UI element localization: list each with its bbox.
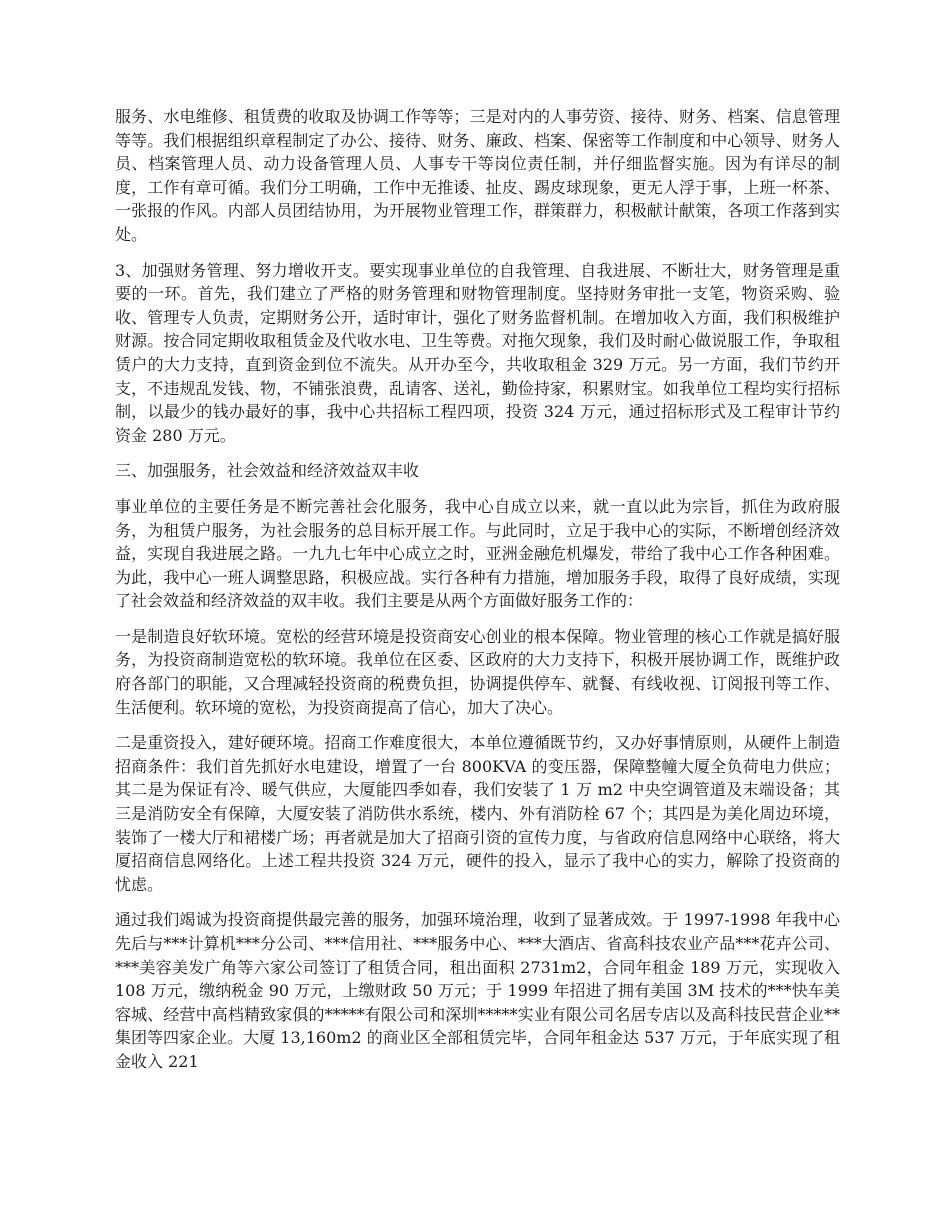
paragraph-service-mission: 事业单位的主要任务是不断完善社会化服务，我中心自成立以来，就一直以此为宗旨，抓住为政府服务，为租赁户服务，为社会服务的总目标开展工作。与此同时，立足于我中心的实际，不断增创经济效益，实现自我进展之路。一九九七年中心成立之时，亚洲金融危机爆发，带给了我中心工作各种困难。为此，我中心一班人调整思路，积极应战。实行各种有力措施，增加服务手段，取得了良好成绩，实现了社会效益和经济效益的双丰收。我们主要是从两个方面做好服务工作的：: [115, 496, 840, 611]
paragraph-financial-management: 3、加强财务管理、努力增收开支。要实现事业单位的自我管理、自我进展、不断壮大，财务管理是重要的一环。首先，我们建立了严格的财务管理和财物管理制度。坚持财务审批一支笔，物资采购、验收、管理专人负责，定期财务公开，适时审计，强化了财务监督机制。在增加收入方面，我们积极维护财源。按合同定期收取租赁金及代收水电、卫生等费。对拖欠现象，我们及时耐心做说服工作，争取租赁户的大力支持，直到资金到位不流失。从开办至今，共收取租金 329 万元。另一方面，我们节约开支，不违规乱发钱、物，不铺张浪费，乱请客、送礼，勤俭持家，积累财宝。如我单位工程均实行招标制，以最少的钱办最好的事，我中心共招标工程四项，投资 324 万元，通过招标形式及工程审计节约资金 280 万元。: [115, 260, 840, 445]
document-page: [115, 105, 840, 1086]
paragraph-staff-management: 服务、水电维修、租赁费的收取及协调工作等等；三是对内的人事劳资、接待、财务、档案、信息管理等等。我们根据组织章程制定了办公、接待、财务、廉政、档案、保密等工作制度和中心领导、财务人员、档案管理人员、动力设备管理人员、人事专干等岗位责任制，并仔细监督实施。因为有详尽的制度，工作有章可循。我们分工明确，工作中无推诿、扯皮、踢皮球现象，更无人浮于事，上班一杯茶、一张报的作风。内部人员团结协用，为开展物业管理工作，群策群力，积极献计献策，各项工作落到实处。: [115, 107, 840, 244]
paragraph-results: 通过我们竭诚为投资商提供最完善的服务，加强环境治理，收到了显著成效。于 1997-1998 年我中心先后与***计算机***分公司、***信用社、***服务中心、***大酒店、省高科技农业产品***花卉公司、***美容美发广角等六家公司签订了租赁合同，租出面积 2731m2，合同年租金 189 万元，实现收入 108 万元，缴纳税金 90 万元，上缴财政 50 万元；于 1999 年招进了拥有美国 3M 技术的***快车美容城、经营中高档精致家俱的*****有限公司和深圳*****实业有限公司名居专店以及高科技民营企业**集团等四家企业。大厦 13,160m2 的商业区全部租赁完毕，合同年租金达 537 万元，于年底实现了租金收入 221: [115, 910, 840, 1071]
paragraph-hard-environment: 二是重资投入，建好硬环境。招商工作难度很大，本单位遵循既节约，又办好事情原则，从硬件上制造招商条件：我们首先抓好水电建设，增置了一台 800KVA 的变压器，保障整幢大厦全负荷电力供应；其二是为保证有冷、暖气供应，大厦能四季如春，我们安装了 1 万 m2 中央空调管道及末端设备；其三是消防安全有保障，大厦安装了消防供水系统，楼内、外有消防栓 67 个；其四是为美化周边环境，装饰了一楼大厅和裙楼广场；再者就是加大了招商引资的宣传力度，与省政府信息网络中心联络，将大厦招商信息网络化。上述工程共投资 324 万元，硬件的投入，显示了我中心的实力，解除了投资商的忧虑。: [115, 733, 840, 894]
paragraph-soft-environment: 一是制造良好软环境。宽松的经营环境是投资商安心创业的根本保障。物业管理的核心工作就是搞好服务，为投资商制造宽松的软环境。我单位在区委、区政府的大力支持下，积极开展协调工作，既维护政府各部门的职能，又合理减轻投资商的税费负担，协调提供停车、就餐、有线收视、订阅报刊等工作、生活便利。软环境的宽松，为投资商提高了信心，加大了决心。: [115, 626, 840, 717]
section-heading-service: 三、加强服务，社会效益和经济效益双丰收: [115, 461, 420, 481]
